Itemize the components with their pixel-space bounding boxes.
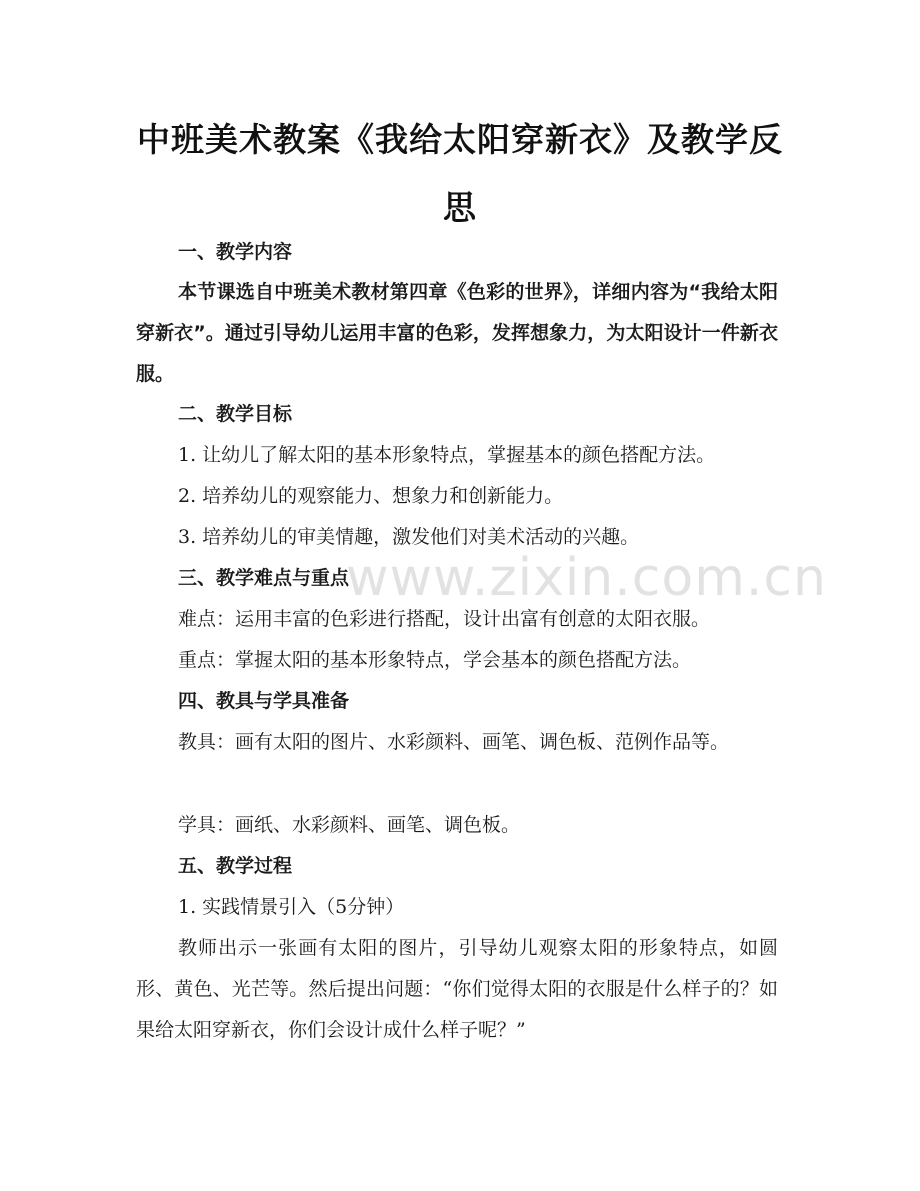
- teacher-materials-text: 教具：画有太阳的图片、水彩颜料、画笔、调色板、范例作品等。: [178, 731, 730, 753]
- watermark-text: www.zixin.com.cn: [346, 548, 827, 608]
- teaching-goal-item: 2. 培养幼儿的观察能力、想象力和创新能力。: [178, 485, 564, 507]
- key-point-text: 重点：掌握太阳的基本形象特点，学会基本的颜色搭配方法。: [178, 649, 692, 671]
- teaching-goal-item: 1. 让幼儿了解太阳的基本形象特点，掌握基本的颜色搭配方法。: [178, 444, 716, 466]
- process-step-1-paragraph: 教师出示一张画有太阳的图片，引导幼儿观察太阳的形象特点，如圆形、黄色、光芒等。然后提出问题：“你们觉得太阳的衣服是什么样子的？如果给太阳穿新衣，你们会设计成什么样子呢？”: [136, 937, 778, 1041]
- difficulty-text: 难点：运用丰富的色彩进行搭配，设计出富有创意的太阳衣服。: [178, 608, 711, 630]
- document-title: 中班美术教案《我给太阳穿新衣》及教学反思: [137, 120, 783, 227]
- teaching-content-paragraph: 本节课选自中班美术教材第四章《色彩的世界》，详细内容为“我给太阳穿新衣”。通过引导幼儿运用丰富的色彩，发挥想象力，为太阳设计一件新衣服。: [136, 281, 778, 385]
- process-step-1-heading: 1. 实践情景引入（5分钟）: [178, 896, 405, 918]
- section-heading-difficulty-key: 三、教学难点与重点: [178, 567, 350, 589]
- section-heading-teaching-goals: 二、教学目标: [178, 403, 293, 425]
- section-heading-teaching-content: 一、教学内容: [178, 241, 293, 263]
- section-heading-materials: 四、教具与学具准备: [178, 690, 350, 712]
- student-materials-text: 学具：画纸、水彩颜料、画笔、调色板。: [178, 814, 521, 836]
- teaching-goal-item: 3. 培养幼儿的审美情趣，激发他们对美术活动的兴趣。: [178, 526, 640, 548]
- section-heading-teaching-process: 五、教学过程: [178, 855, 293, 877]
